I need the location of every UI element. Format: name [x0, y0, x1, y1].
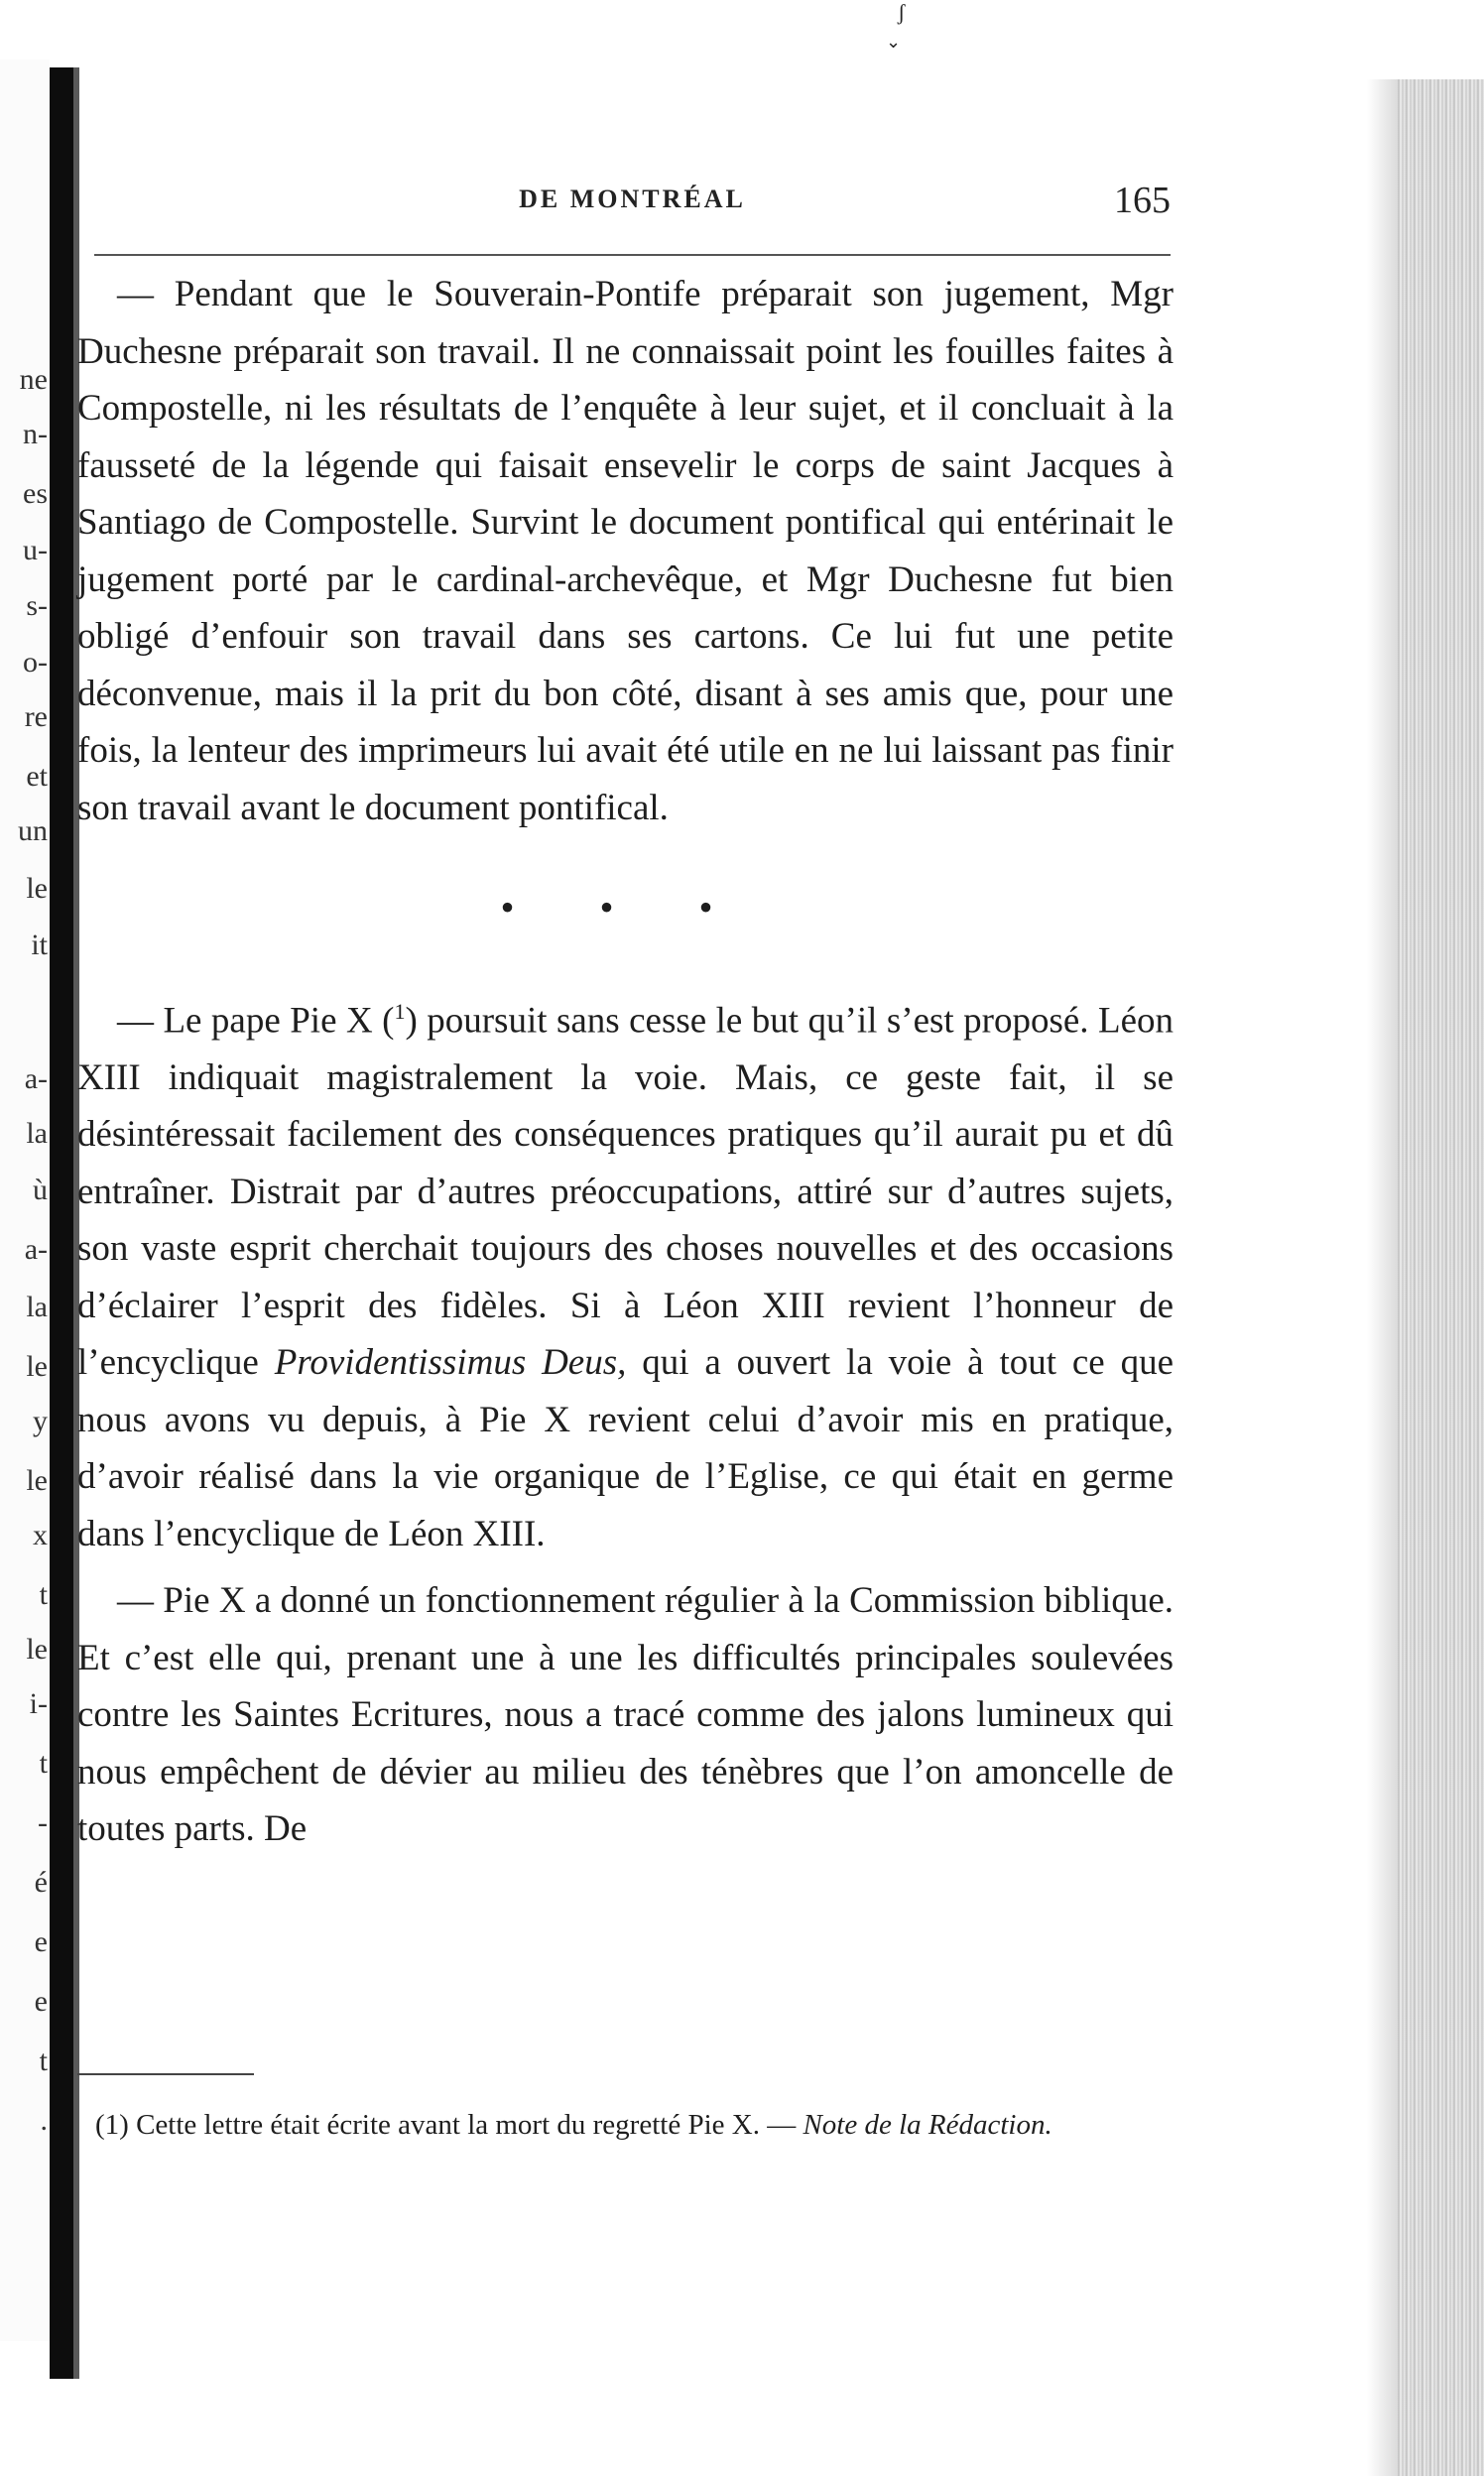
facing-page-fragment: la — [26, 1291, 48, 1323]
book-spine-shadow — [50, 67, 73, 2379]
paragraph: — Pie X a donné un fonctionnement régulier à la Commission biblique. Et c’est elle qui, prenant une à une les difficultés principales soulevées contre les Saintes Ecritures, nous a tracé comme des jalons lumineux qui nous empêchent de dévier au milieu des ténèbres que l’on amoncelle de toutes parts. De — [77, 1580, 1174, 1850]
facing-page-fragment: y — [33, 1405, 48, 1437]
facing-page-fragment: a- — [24, 1062, 48, 1095]
scan-speck: ʃ — [898, 0, 906, 25]
facing-page-fragment: a- — [24, 1233, 48, 1266]
footnote-marker: (1) — [95, 2109, 129, 2141]
footnote-attribution: Note de la Rédaction. — [803, 2109, 1052, 2141]
facing-page-fragment: le — [26, 1464, 48, 1497]
footnote-rule — [77, 2073, 254, 2075]
facing-page-fragment: le — [26, 1633, 48, 1666]
paragraph-text: qui a ouvert la voie à tout ce que nous avons vu depuis, à Pie X revient celui d’avoir mis en pratique, d’avoir réalisé dans la vie organique de l’Eglise, ce qui était en germe dans l’encyclique de Léon XIII. — [77, 1342, 1174, 1554]
facing-page-fragment: x — [33, 1519, 48, 1551]
facing-page-fragment: re — [24, 700, 48, 733]
header-rule — [94, 254, 1171, 256]
facing-page-fragment: o- — [23, 646, 48, 679]
facing-page-fragment: es — [23, 477, 48, 510]
facing-page-fragment: la — [26, 1117, 48, 1150]
facing-page-fragment: u- — [23, 534, 48, 566]
scan-speck: ⌄ — [886, 32, 902, 52]
facing-page-fragment: t — [39, 1578, 48, 1611]
facing-page-fragment: n- — [23, 418, 48, 450]
footnote-text: Cette lettre était écrite avant la mort du regretté Pie X. — — [128, 2109, 804, 2141]
facing-page-fragment: e — [34, 1925, 48, 1958]
scan-margin-top — [0, 0, 1484, 71]
facing-page-fragment: un — [18, 814, 48, 847]
facing-page-fragment: ù — [33, 1174, 48, 1206]
facing-page-fragment: et — [26, 760, 48, 793]
facing-page-fragment: i- — [29, 1687, 48, 1720]
facing-page-fragment: s- — [26, 589, 48, 622]
page-number: 165 — [1114, 180, 1171, 221]
facing-page-fragment: le — [26, 872, 48, 905]
facing-page-fragment: é — [34, 1866, 48, 1899]
page-stack-edges — [1397, 79, 1484, 2476]
running-title: DE MONTRÉAL — [519, 185, 746, 213]
footnote-reference: 1 — [394, 999, 406, 1024]
facing-page-fragment: ne — [19, 363, 48, 396]
running-header — [94, 179, 1171, 228]
facing-page-fragment: t — [39, 1747, 48, 1780]
facing-page-fragment: it — [31, 928, 48, 961]
encyclical-title: Providentissimus Deus, — [274, 1342, 627, 1384]
facing-page-fragment: t — [39, 2044, 48, 2077]
section-separator: • • • — [500, 885, 751, 929]
facing-page-fragment: le — [26, 1350, 48, 1383]
body-text — [77, 266, 1174, 1858]
paragraph-text: ) poursuit sans cesse le but qu’il s’est proposé. Léon XIII indiquait magistralement la voie. Mais, ce geste fait, il se désintéressait facilement des conséquences pratiques qu’il aurait pu et dû entraîner. Distrait par d’autres préoccupations, attiré sur d’autres sujets, son vaste esprit cherchait toujours des choses nouvelles et des occasions d’éclairer l’esprit des fidèles. Si à Léon XIII revient l’honneur de l’encyclique — [77, 1000, 1174, 1384]
paragraph-text: — Le pape Pie X ( — [117, 1000, 395, 1042]
footnote — [77, 2103, 1169, 2147]
facing-page-fragment: - — [38, 1806, 48, 1839]
facing-page-fragment: . — [40, 2104, 48, 2137]
page-curl-shadow — [1367, 79, 1397, 2476]
paragraph — [77, 983, 1174, 1562]
paragraph: — Pendant que le Souverain-Pontife préparait son jugement, Mgr Duchesne préparait son travail. Il ne connaissait point les fouilles faites à Compostelle, ni les résultats de l’enquête à leur sujet, et il concluait à la fausseté de la légende qui faisait ensevelir le corps de saint Jacques à Santiago de Compostelle. Survint le document pontifical qui entérinait le jugement porté par le cardinal-archevêque, et Mgr Duchesne fut bien obligé d’enfouir son travail dans ses cartons. Ce lui fut une petite déconvenue, mais il la prit du bon côté, disant à ses amis que, pour une fois, la lenteur des imprimeurs lui avait été utile en ne lui laissant pas finir son travail avant le document pontifical. — [77, 274, 1174, 828]
facing-page-fragment: e — [34, 1985, 48, 2018]
